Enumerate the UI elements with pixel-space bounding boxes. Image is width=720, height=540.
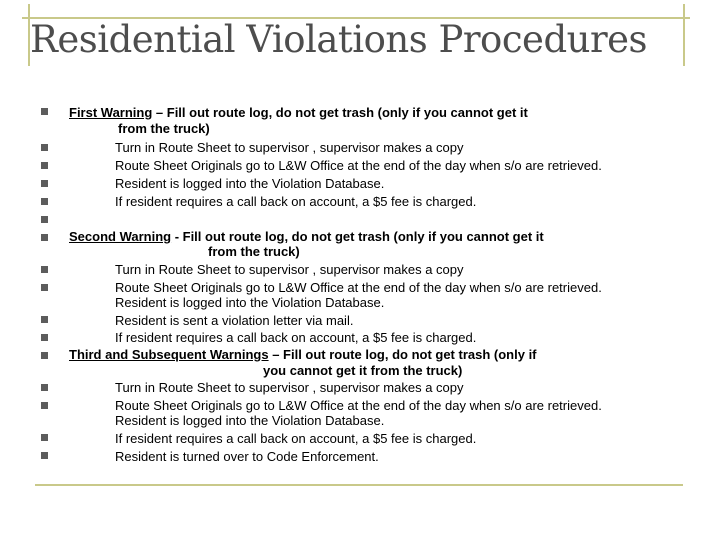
second-warning-item: Turn in Route Sheet to supervisor , supervisor makes a copy (115, 262, 464, 277)
first-warning-heading-continued: from the truck) (118, 121, 210, 136)
frame-bottom-line (35, 484, 683, 486)
third-warning-label: Third and Subsequent Warnings (69, 347, 269, 362)
second-warning-label: Second Warning (69, 229, 172, 244)
second-warning-item: Route Sheet Originals go to L&W Office at the end of the day when s/o are retrieved. (115, 280, 602, 295)
third-warning-item: If resident requires a call back on account, a $5 fee is charged. (115, 431, 477, 446)
bullet-marker (41, 180, 48, 187)
bullet-marker (41, 162, 48, 169)
first-warning-item: Resident is logged into the Violation Database. (115, 176, 385, 191)
second-warning-instruction: - Fill out route log, do not get trash (only if you cannot get it (171, 229, 544, 244)
second-warning-item: Resident is sent a violation letter via mail. (115, 313, 354, 328)
bullet-marker (41, 108, 48, 115)
second-warning-heading (69, 229, 544, 244)
bullet-marker (41, 216, 48, 223)
third-warning-instruction: – Fill out route log, do not get trash (only if (268, 347, 537, 362)
third-warning-item: Resident is logged into the Violation Database. (115, 413, 385, 428)
third-warning-item: Resident is turned over to Code Enforcement. (115, 449, 379, 464)
bullet-marker (41, 352, 48, 359)
bullet-marker (41, 284, 48, 291)
first-warning-heading (69, 105, 528, 120)
bullet-marker (41, 434, 48, 441)
third-warning-item: Route Sheet Originals go to L&W Office at the end of the day when s/o are retrieved. (115, 398, 602, 413)
bullet-marker (41, 316, 48, 323)
bullet-marker (41, 402, 48, 409)
first-warning-item: If resident requires a call back on account, a $5 fee is charged. (115, 194, 477, 209)
bullet-marker (41, 144, 48, 151)
first-warning-label: First Warning (69, 105, 153, 120)
first-warning-instruction: – Fill out route log, do not get trash (only if you cannot get it (152, 105, 528, 120)
frame-right-line (683, 4, 685, 66)
page-title: Residential Violations Procedures (30, 18, 648, 61)
bullet-marker (41, 266, 48, 273)
second-warning-item: Resident is logged into the Violation Database. (115, 295, 385, 310)
second-warning-heading-continued: from the truck) (208, 244, 300, 259)
bullet-marker (41, 452, 48, 459)
bullet-marker (41, 234, 48, 241)
bullet-marker (41, 384, 48, 391)
bullet-marker (41, 334, 48, 341)
bullet-marker (41, 198, 48, 205)
first-warning-item: Turn in Route Sheet to supervisor , supervisor makes a copy (115, 140, 464, 155)
third-warning-heading (69, 347, 537, 362)
third-warning-heading-continued: you cannot get it from the truck) (263, 363, 463, 378)
first-warning-item: Route Sheet Originals go to L&W Office at the end of the day when s/o are retrieved. (115, 158, 602, 173)
second-warning-item: If resident requires a call back on account, a $5 fee is charged. (115, 330, 477, 345)
third-warning-item: Turn in Route Sheet to supervisor , supervisor makes a copy (115, 380, 464, 395)
